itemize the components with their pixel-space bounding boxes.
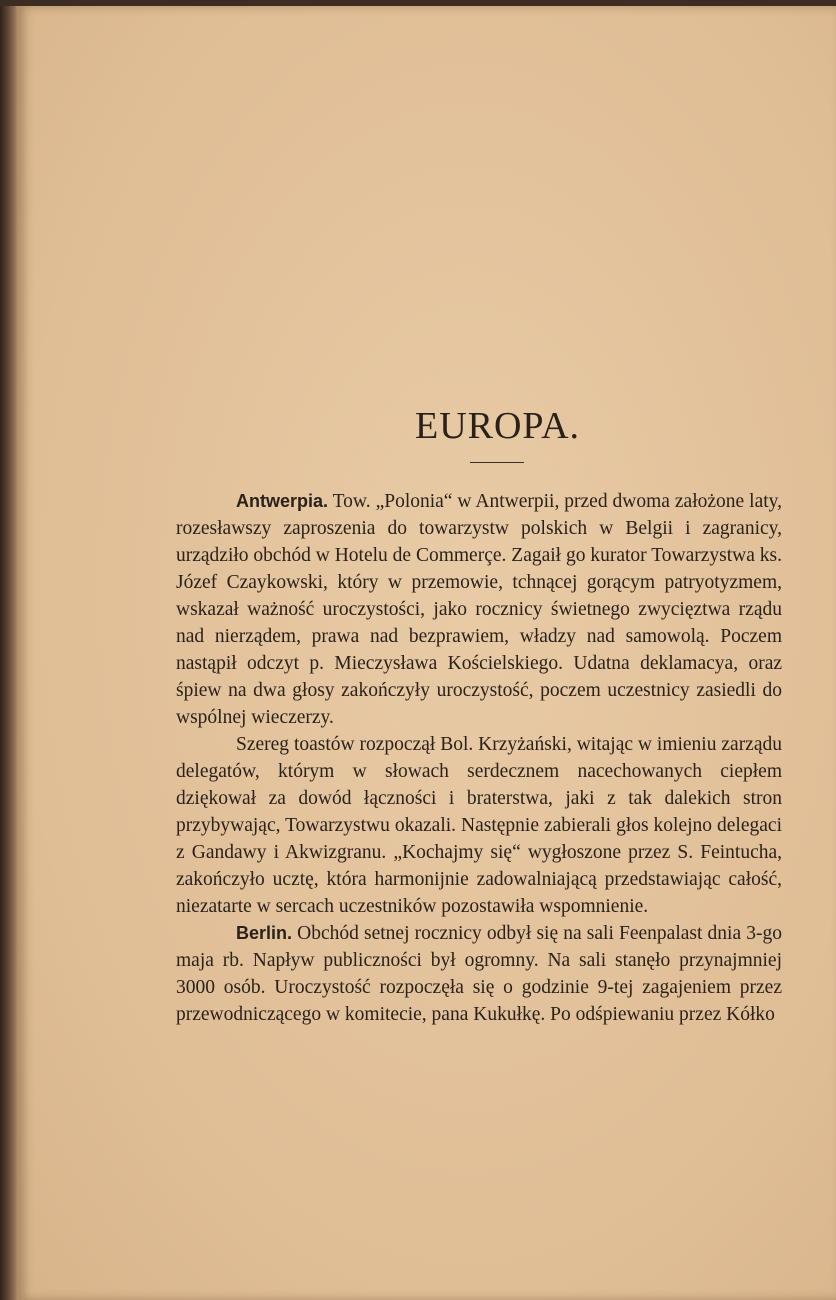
book-spine-edge bbox=[0, 6, 18, 1300]
paragraph-text: Szereg toastów rozpoczął Bol. Krzyżański, witając w imieniu zarządu delegatów, którym w słowach serdecznem nacechowanych ciepłem dziękował za dowód łączności i braterstwa, jaki z tak dalekich stron przybywając, Towarzystwu okazali. Następnie zabierali głos kolejno delegaci z Gandawy i Akwizgranu. „Kochajmy się“ wygłoszone przez S. Feintucha, zakończyło ucztę, która harmonijnie zadowalniającą przedstawiając całość, niezatarte w sercach uczestników pozostawiła wspomnienie. bbox=[176, 734, 782, 917]
book-page bbox=[18, 6, 836, 1300]
place-name: Berlin. bbox=[236, 923, 293, 943]
place-name: Antwerpia. bbox=[236, 491, 329, 511]
paragraph-text: Tow. „Polonia“ w Antwerpii, przed dwoma założone laty, rozesławszy zaproszenia do towarzystw polskich w Belgii i zagranicy, urządziło obchód w Hotelu de Commerçe. Zagaił go kurator Towarzystwa ks. Józef Czaykowski, który w przemowie, tchnącej gorącym patryotyzmem, wskazał ważność uroczystości, jako rocznicy świetnego zwycięztwa rządu nad nierządem, prawa nad bezprawiem, władzy nad samowolą. Poczem nastąpił odczyt p. Mieczysława Kościelskiego. Udatna deklamacya, oraz śpiew na dwa głosy zakończyły uroczystość, poczem uczestnicy zasiedli do wspólnej wieczerzy. bbox=[176, 491, 782, 728]
paragraph-berlin bbox=[176, 920, 782, 1028]
section-heading: EUROPA. bbox=[414, 405, 581, 447]
body-text bbox=[176, 488, 782, 1028]
paragraph-antwerpia bbox=[176, 488, 782, 731]
paragraph-toasts bbox=[176, 731, 782, 920]
heading-rule bbox=[470, 462, 524, 463]
paragraph-text: Obchód setnej rocznicy odbył się na sali Feenpalast dnia 3-go maja rb. Napływ publiczności był ogromny. Na sali stanęło przynajmniej 3000 osób. Uroczystość rozpoczęła się o godzinie 9-tej zagajeniem przez przewodniczącego w komitecie, pana Kukułkę. Po odśpiewaniu przez Kółko bbox=[176, 923, 782, 1025]
